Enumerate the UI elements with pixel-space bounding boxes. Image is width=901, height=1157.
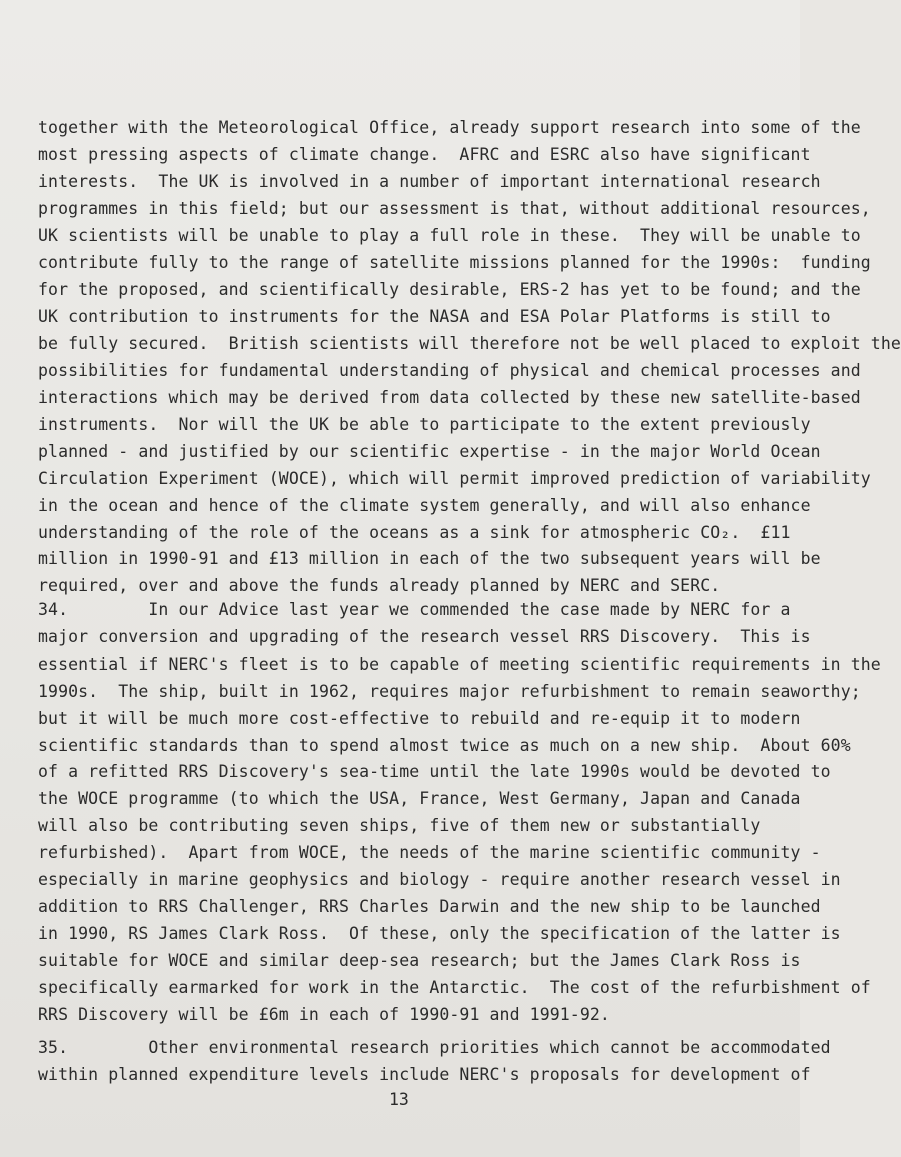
text-line: within planned expenditure levels include NERC's proposals for development of	[38, 1065, 811, 1084]
text-line: most pressing aspects of climate change. AFRC and ESRC also have significant	[38, 145, 811, 164]
text-line: interactions which may be derived from data collected by these new satellite-based	[38, 388, 861, 407]
text-line: contribute fully to the range of satellite missions planned for the 1990s: funding	[38, 253, 871, 272]
text-line: 1990s. The ship, built in 1962, requires major refurbishment to remain seaworthy;	[38, 682, 861, 701]
text-line: in 1990, RS James Clark Ross. Of these, only the specification of the latter is	[38, 924, 841, 943]
text-line: addition to RRS Challenger, RRS Charles Darwin and the new ship to be launched	[38, 897, 821, 916]
text-line: scientific standards than to spend almost twice as much on a new ship. About 60%	[38, 736, 851, 755]
text-line: in the ocean and hence of the climate system generally, and will also enhance	[38, 496, 811, 515]
text-line: essential if NERC's fleet is to be capable of meeting scientific requirements in the	[38, 655, 881, 674]
text-line: required, over and above the funds already planned by NERC and SERC.	[38, 576, 721, 595]
text-line: the WOCE programme (to which the USA, France, West Germany, Japan and Canada	[38, 789, 801, 808]
text-line: for the proposed, and scientifically desirable, ERS-2 has yet to be found; and the	[38, 280, 861, 299]
text-line: will also be contributing seven ships, five of them new or substantially	[38, 816, 761, 835]
text-line: UK contribution to instruments for the NASA and ESA Polar Platforms is still to	[38, 307, 831, 326]
text-line: especially in marine geophysics and biology - require another research vessel in	[38, 870, 841, 889]
text-line: 35. Other environmental research priorities which cannot be accommodated	[38, 1038, 831, 1057]
text-line: specifically earmarked for work in the Antarctic. The cost of the refurbishment of	[38, 978, 871, 997]
page-number: 13	[389, 1090, 409, 1109]
text-line: possibilities for fundamental understanding of physical and chemical processes and	[38, 361, 861, 380]
text-line: together with the Meteorological Office, already support research into some of the	[38, 118, 861, 137]
text-line: UK scientists will be unable to play a full role in these. They will be unable to	[38, 226, 861, 245]
text-line: planned - and justified by our scientific expertise - in the major World Ocean	[38, 442, 821, 461]
text-line: be fully secured. British scientists will therefore not be well placed to exploit the	[38, 334, 901, 353]
text-line: million in 1990-91 and £13 million in each of the two subsequent years will be	[38, 549, 821, 568]
text-line: interests. The UK is involved in a number of important international research	[38, 172, 821, 191]
text-line: Circulation Experiment (WOCE), which will permit improved prediction of variability	[38, 469, 871, 488]
text-line: RRS Discovery will be £6m in each of 1990-91 and 1991-92.	[38, 1005, 610, 1024]
text-line: but it will be much more cost-effective to rebuild and re-equip it to modern	[38, 709, 801, 728]
text-line: major conversion and upgrading of the research vessel RRS Discovery. This is	[38, 627, 811, 646]
text-line: refurbished). Apart from WOCE, the needs of the marine scientific community -	[38, 843, 821, 862]
text-line: 34. In our Advice last year we commended the case made by NERC for a	[38, 600, 791, 619]
text-line: understanding of the role of the oceans as a sink for atmospheric CO₂. £11	[38, 523, 791, 542]
text-line: instruments. Nor will the UK be able to participate to the extent previously	[38, 415, 811, 434]
text-line: suitable for WOCE and similar deep-sea research; but the James Clark Ross is	[38, 951, 801, 970]
text-line: of a refitted RRS Discovery's sea-time until the late 1990s would be devoted to	[38, 762, 831, 781]
text-line: programmes in this field; but our assessment is that, without additional resources,	[38, 199, 871, 218]
